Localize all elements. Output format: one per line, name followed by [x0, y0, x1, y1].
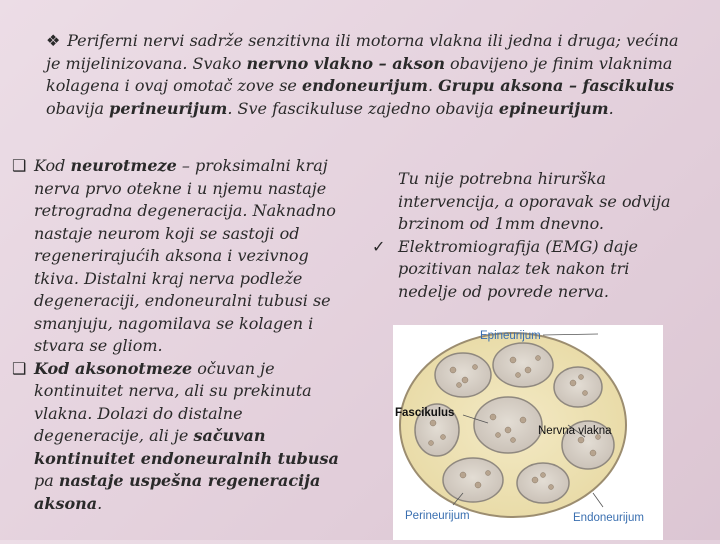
- neurotmesis-item: [12, 155, 357, 358]
- neurotmesis-text-2: – proksimalni kraj nerva prvo otekne i u njemu nastaje retrogradna degeneracija. Naknadno nastaje neurom koji se sastoji od regenerirajućih aksona i vezivnog tkiva. Distalni kraj nerva podleže degeneraciji, endoneuralni tubusi se smanjuju, nagomilava se kolagen i stvara se gliom.: [34, 156, 336, 355]
- fascicle: [517, 463, 569, 503]
- nerve-cross-section-illustration: [393, 325, 663, 540]
- axonotmesis-text-1: očuvan je kontinuitet nerva, ali su prekinuta vlakna. Dolazi do distalne degeneracije, ali je: [34, 358, 312, 445]
- emg-text: Elektromiografija (EMG) daje pozitivan nalaz tek nakon tri nedelje od povrede nerva.: [398, 236, 638, 301]
- intro-term-axon: nervno vlakno – akson: [246, 53, 445, 73]
- fascicle: [474, 397, 542, 453]
- intro-text-5: . Sve fascikuluse zajedno obavija: [227, 98, 499, 118]
- intro-term-fascicle: Grupu aksona – fascikulus: [438, 76, 675, 95]
- axonotmesis-term-tubes: sačuvan kontinuitet endoneuralnih tubusa: [34, 426, 339, 468]
- intro-text-1: Periferni nervi sadrže senzitivna ili motorna vlakna ili jedna i druga; većina je mijelinizovana. Svako: [46, 31, 679, 73]
- checkmark-bullet-icon: ✓: [372, 236, 386, 256]
- fascicle: [493, 343, 553, 387]
- endoneurium-label: Endoneurijum: [573, 512, 644, 524]
- intro-text-6: .: [608, 98, 614, 118]
- right-column: [372, 168, 672, 303]
- nerve-fiber-label: Nervna vlakna: [538, 425, 612, 437]
- left-column: [12, 155, 357, 515]
- intro-term-perineurium: perineurijum: [109, 98, 228, 118]
- axonotmesis-text-2: pa: [34, 471, 59, 490]
- checkbox-bullet-icon: ❑: [12, 156, 27, 175]
- axonotmesis-term-regeneration: nastaje uspešna regeneracija aksona: [34, 471, 321, 513]
- nerve-cross-section-figure: [393, 325, 663, 540]
- fascicle: [443, 458, 503, 502]
- intro-paragraph: [46, 30, 686, 120]
- fascicle-label: Fascikulus: [395, 407, 455, 419]
- axonotmesis-item: [12, 358, 357, 516]
- epineurium-label: Epineurijum: [480, 330, 541, 342]
- intro-text-2: obavijeno je finim vlaknima kolagena i ovaj omotač zove se: [46, 53, 673, 95]
- intro-text-4: obavija: [46, 98, 110, 118]
- fascicle: [554, 367, 602, 407]
- intro-text-3: .: [427, 76, 439, 95]
- recovery-paragraph: Tu nije potrebna hirurška intervencija, a oporavak se odvija brzinom od 1mm dnevno.: [398, 169, 671, 233]
- neurotmesis-term: neurotmeze: [70, 156, 177, 175]
- axonotmesis-term: Kod aksonotmeze: [34, 358, 193, 378]
- diamond-bullet-icon: ❖: [46, 31, 61, 50]
- emg-item: [372, 236, 672, 304]
- fascicle: [435, 353, 491, 397]
- axonotmesis-text-3: .: [97, 493, 103, 513]
- checkbox-bullet-icon: ❑: [12, 358, 27, 378]
- intro-term-epineurium: epineurijum: [498, 98, 609, 118]
- neurotmesis-text-1: Kod: [34, 156, 71, 175]
- perineurium-label: Perineurijum: [405, 510, 470, 522]
- intro-term-endoneurium: endoneurijum: [301, 76, 428, 95]
